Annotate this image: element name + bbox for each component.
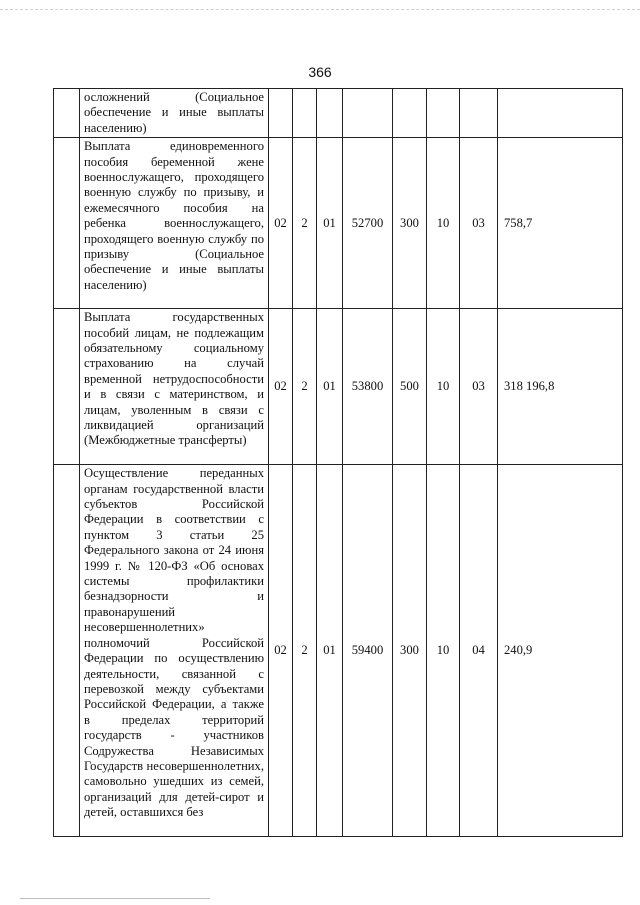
budget-table [53, 88, 623, 837]
description-cell: Выплата государственных пособий лицам, не подлежащим обязательному социальному страхованию на случай временной нетрудоспособности и в связи с материнством, и лицам, уволенным в связи с ликвидацией организаций (Межбюджетные трансферты) [80, 309, 269, 465]
code-cell [393, 89, 427, 138]
code-cell [343, 89, 393, 138]
code-cell: 10 [427, 465, 460, 837]
code-cell: 10 [427, 138, 460, 309]
code-cell [293, 89, 317, 138]
table-row [54, 138, 623, 309]
code-cell: 02 [269, 465, 293, 837]
code-cell: 2 [293, 138, 317, 309]
code-cell: 01 [317, 309, 343, 465]
code-cell: 03 [460, 309, 498, 465]
amount-cell: 240,9 [498, 465, 623, 837]
scan-edge-line [0, 9, 640, 10]
code-cell: 10 [427, 309, 460, 465]
code-cell: 01 [317, 138, 343, 309]
table-row [54, 309, 623, 465]
code-cell: 300 [393, 138, 427, 309]
page-number: 366 [308, 64, 332, 80]
code-cell: 2 [293, 465, 317, 837]
code-cell: 300 [393, 465, 427, 837]
code-cell [427, 89, 460, 138]
code-cell: 53800 [343, 309, 393, 465]
code-cell: 02 [269, 138, 293, 309]
description-cell: Выплата единовременного пособия беременной жене военнослужащего, проходящего военную службу по призыву, и ежемесячного пособия на ребенка военнослужащего, проходящего военную службу по призыву (Социальное обеспечение и иные выплаты населению) [80, 138, 269, 309]
amount-cell: 758,7 [498, 138, 623, 309]
code-cell: 04 [460, 465, 498, 837]
code-cell: 2 [293, 309, 317, 465]
code-cell [317, 89, 343, 138]
description-cell: Осуществление переданных органам государственной власти субъектов Российской Федерации в соответствии с пунктом 3 статьи 25 Федерального закона от 24 июня 1999 г. № 120-ФЗ «Об основах системы профилактики безнадзорности и правонарушений несовершеннолетних» полномочий Российской Федерации по осуществлению деятельности, связанной с перевозкой между субъектами Российской Федерации, а также в пределах территорий государств - участников Содружества Независимых Государств несовершеннолетних, самовольно ушедших из семей, организаций для детей-сирот и детей, оставшихся без [80, 465, 269, 837]
code-cell: 59400 [343, 465, 393, 837]
row-index-cell [54, 89, 80, 138]
code-cell: 02 [269, 309, 293, 465]
row-index-cell [54, 309, 80, 465]
code-cell: 01 [317, 465, 343, 837]
code-cell [269, 89, 293, 138]
code-cell: 03 [460, 138, 498, 309]
code-cell: 500 [393, 309, 427, 465]
amount-cell [498, 89, 623, 138]
description-cell: осложнений (Социальное обеспечение и иные выплаты населению) [80, 89, 269, 138]
row-index-cell [54, 138, 80, 309]
code-cell [460, 89, 498, 138]
amount-cell: 318 196,8 [498, 309, 623, 465]
table-row [54, 465, 623, 837]
scan-bottom-line [20, 898, 210, 899]
row-index-cell [54, 465, 80, 837]
table-row [54, 89, 623, 138]
code-cell: 52700 [343, 138, 393, 309]
